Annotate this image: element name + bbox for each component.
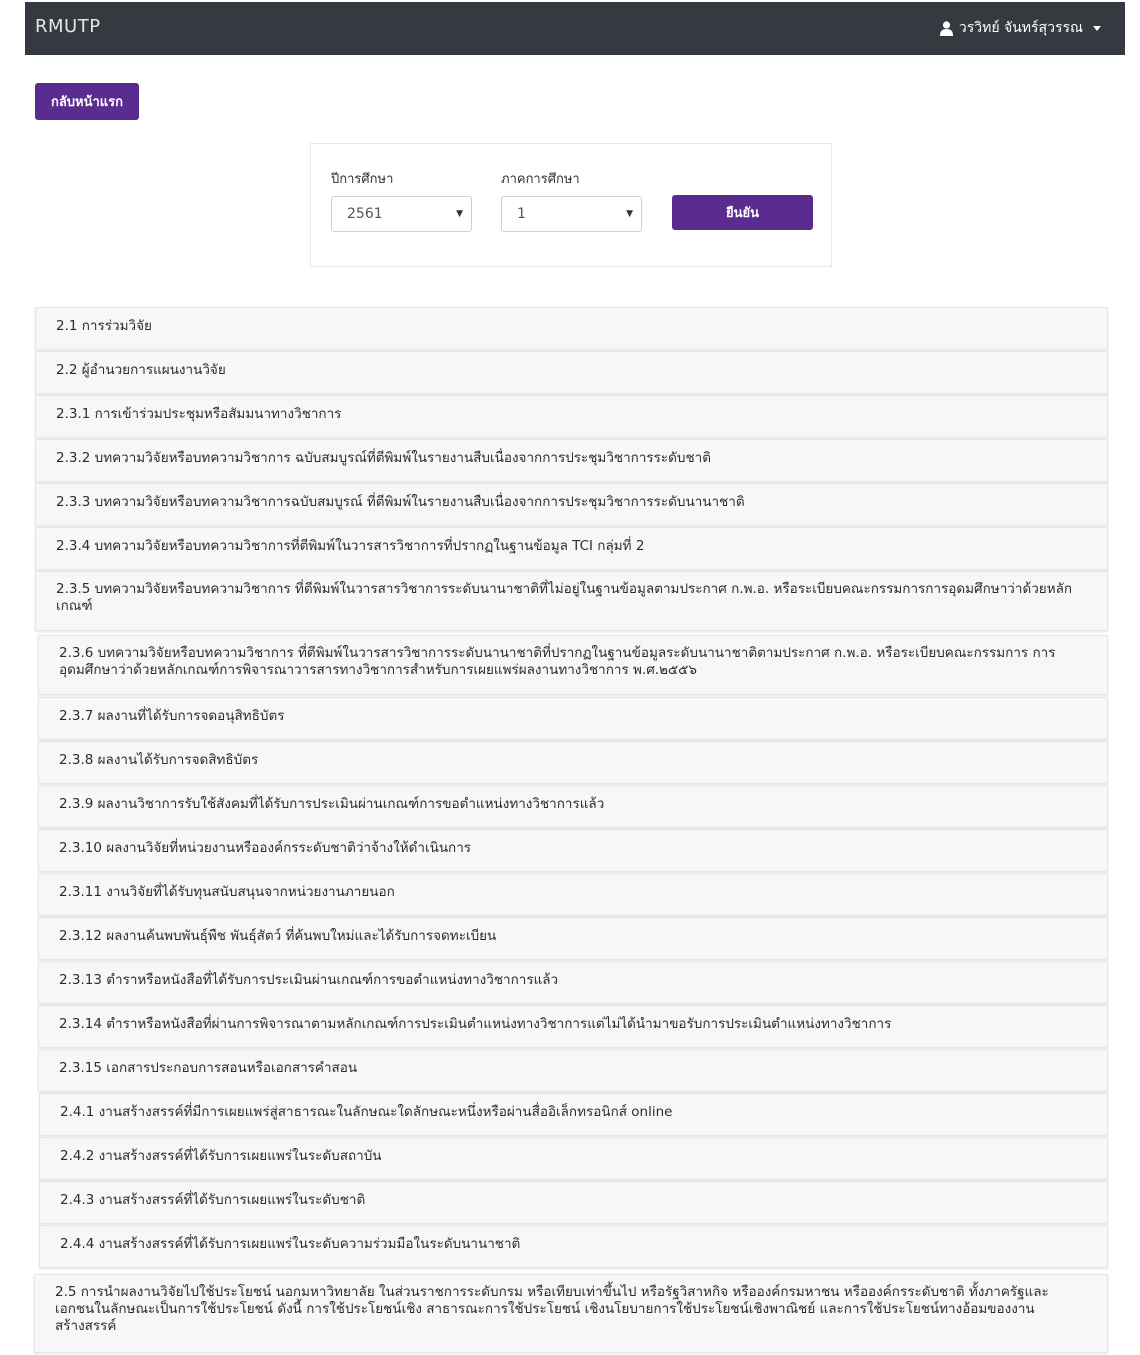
term-select[interactable] bbox=[501, 196, 642, 232]
filter-panel bbox=[310, 143, 832, 267]
year-select[interactable] bbox=[331, 196, 472, 232]
list-item-2-4-2[interactable]: 2.4.2 งานสร้างสรรค์ที่ได้รับการเผยแพร่ในระดับสถาบัน bbox=[39, 1137, 1108, 1180]
list-item-2-3-3[interactable]: 2.3.3 บทความวิจัยหรือบทความวิชาการฉบับสมบูรณ์ ที่ตีพิมพ์ในรายงานสืบเนื่องจากการประชุมวิชาการระดับนานาชาติ bbox=[35, 483, 1108, 526]
list-item-2-2[interactable]: 2.2 ผู้อำนวยการแผนงานวิจัย bbox=[35, 351, 1108, 394]
list-item-2-5[interactable]: 2.5 การนำผลงานวิจัยไปใช้ประโยชน์ นอกมหาวิทยาลัย ในส่วนราชการระดับกรม หรือเทียบเท่าขึ้นไป หรือรัฐวิสาหกิจ หรือองค์กรมหาชน หรือองค์กรระดับชาติ ทั้งภาครัฐและเอกชนในลักษณะเป็นการใช้ประโยชน์ ดังนี้ การใช้ประโยชน์เชิง สาธารณะการใช้ประโยชน์ เชิงนโยบายการใช้ประโยชน์เชิงพาณิชย์ และการใช้ประโยชน์ทางอ้อมของงานสร้างสรรค์ bbox=[34, 1274, 1108, 1353]
term-label: ภาคการศึกษา bbox=[501, 172, 580, 187]
list-item-2-4-3[interactable]: 2.4.3 งานสร้างสรรค์ที่ได้รับการเผยแพร่ในระดับชาติ bbox=[39, 1181, 1108, 1224]
user-name: วรวิทย์ จันทร์สุวรรณ bbox=[958, 20, 1083, 36]
list-item-2-4-4[interactable]: 2.4.4 งานสร้างสรรค์ที่ได้รับการเผยแพร่ในระดับความร่วมมือในระดับนานาชาติ bbox=[39, 1225, 1108, 1268]
year-label: ปีการศึกษา bbox=[331, 172, 394, 187]
confirm-button[interactable]: ยืนยัน bbox=[672, 195, 813, 230]
list-item-2-3-12[interactable]: 2.3.12 ผลงานค้นพบพันธุ์พืช พันธุ์สัตว์ ที่ค้นพบใหม่และได้รับการจดทะเบียน bbox=[38, 917, 1108, 960]
list-item-2-3-1[interactable]: 2.3.1 การเข้าร่วมประชุมหรือสัมมนาทางวิชาการ bbox=[35, 395, 1108, 438]
list-item-2-3-11[interactable]: 2.3.11 งานวิจัยที่ได้รับทุนสนับสนุนจากหน่วยงานภายนอก bbox=[38, 873, 1108, 916]
list-item-2-4-1[interactable]: 2.4.1 งานสร้างสรรค์ที่มีการเผยแพร่สู่สาธารณะในลักษณะใดลักษณะหนึ่งหรือผ่านสื่ออิเล็กทรอนิกส์ online bbox=[39, 1093, 1108, 1136]
list-item-2-3-15[interactable]: 2.3.15 เอกสารประกอบการสอนหรือเอกสารคำสอน bbox=[38, 1049, 1108, 1092]
list-item-2-3-4[interactable]: 2.3.4 บทความวิจัยหรือบทความวิชาการที่ตีพิมพ์ในวารสารวิชาการที่ปรากฏในฐานข้อมูล TCI กลุ่มที่ 2 bbox=[35, 527, 1108, 570]
user-menu-dropdown[interactable] bbox=[940, 17, 1101, 39]
user-icon bbox=[940, 21, 953, 36]
dropdown-arrow-icon: ▼ bbox=[456, 209, 463, 219]
brand-logo[interactable]: RMUTP bbox=[35, 16, 101, 37]
list-item-2-3-2[interactable]: 2.3.2 บทความวิจัยหรือบทความวิชาการ ฉบับสมบูรณ์ที่ตีพิมพ์ในรายงานสืบเนื่องจากการประชุมวิชาการระดับชาติ bbox=[35, 439, 1108, 482]
list-item-2-3-10[interactable]: 2.3.10 ผลงานวิจัยที่หน่วยงานหรือองค์กรระดับชาติว่าจ้างให้ดำเนินการ bbox=[38, 829, 1108, 872]
list-item-2-3-13[interactable]: 2.3.13 ตำราหรือหนังสือที่ได้รับการประเมินผ่านเกณฑ์การขอตำแหน่งทางวิชาการแล้ว bbox=[38, 961, 1108, 1004]
term-select-value: 1 bbox=[517, 206, 526, 222]
list-item-2-3-8[interactable]: 2.3.8 ผลงานได้รับการจดสิทธิบัตร bbox=[38, 741, 1108, 784]
list-item-2-3-7[interactable]: 2.3.7 ผลงานที่ได้รับการจดอนุสิทธิบัตร bbox=[38, 697, 1108, 740]
year-select-value: 2561 bbox=[347, 206, 383, 222]
dropdown-arrow-icon: ▼ bbox=[626, 209, 633, 219]
list-item-2-3-9[interactable]: 2.3.9 ผลงานวิชาการรับใช้สังคมที่ได้รับการประเมินผ่านเกณฑ์การขอตำแหน่งทางวิชาการแล้ว bbox=[38, 785, 1108, 828]
list-item-2-3-14[interactable]: 2.3.14 ตำราหรือหนังสือที่ผ่านการพิจารณาตามหลักเกณฑ์การประเมินตำแหน่งทางวิชาการแต่ไม่ได้นำมาขอรับการประเมินตำแหน่งทางวิชาการ bbox=[38, 1005, 1108, 1048]
top-navbar bbox=[25, 2, 1125, 55]
back-home-button[interactable]: กลับหน้าแรก bbox=[35, 83, 139, 120]
chevron-down-icon bbox=[1093, 26, 1101, 31]
list-item-2-3-5[interactable]: 2.3.5 บทความวิจัยหรือบทความวิชาการ ที่ตีพิมพ์ในวารสารวิชาการระดับนานาชาติที่ไม่อยู่ในฐานข้อมูลตามประกาศ ก.พ.อ. หรือระเบียบคณะกรรมการการอุดมศึกษาว่าด้วยหลักเกณฑ์ bbox=[35, 571, 1108, 631]
list-item-2-3-6[interactable]: 2.3.6 บทความวิจัยหรือบทความวิชาการ ที่ตีพิมพ์ในวารสารวิชาการระดับนานาชาติที่ปรากฏในฐานข้อมูลระดับนานาชาติตามประกาศ ก.พ.อ. หรือระเบียบคณะกรรมการ การอุดมศึกษาว่าด้วยหลักเกณฑ์การพิจารณาวารสารทางวิชาการสำหรับการเผยแพร่ผลงานทางวิชาการ พ.ศ.๒๕๕๖ bbox=[38, 635, 1108, 695]
list-item-2-1[interactable]: 2.1 การร่วมวิจัย bbox=[35, 307, 1108, 350]
